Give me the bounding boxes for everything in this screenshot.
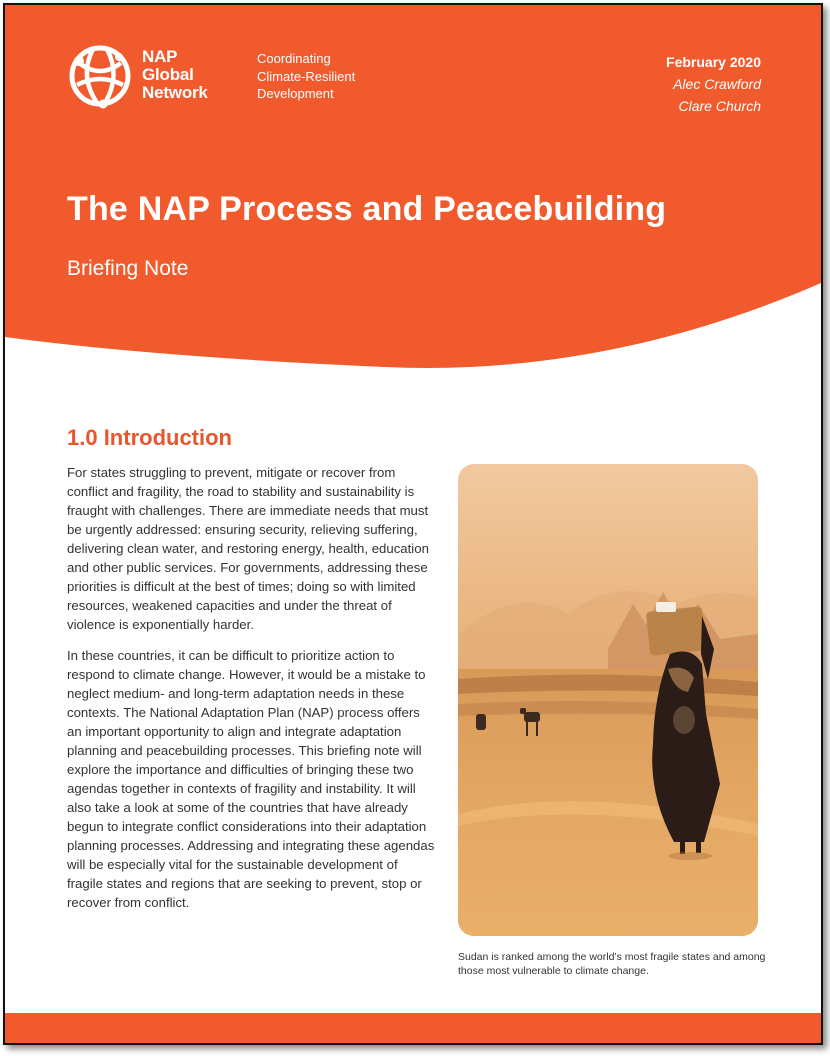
- author-name: Alec Crawford: [673, 76, 761, 92]
- photo-caption: Sudan is ranked among the world’s most fragile states and among those most vulnerable to climate change.: [458, 951, 766, 977]
- desert-photo: [458, 464, 758, 936]
- publication-date: February 2020: [666, 54, 761, 70]
- tagline-line: Development: [257, 86, 334, 101]
- document-page: [3, 3, 823, 1045]
- tagline-line: Coordinating: [257, 51, 331, 66]
- brand-line: Network: [142, 83, 208, 102]
- tagline-line: Climate-Resilient: [257, 68, 356, 84]
- tagline: [257, 50, 355, 103]
- paragraph: For states struggling to prevent, mitigate or recover from conflict and fragility, the road to stability and sustainability is fraught with challenges. There are immediate needs that must be urgently addressed: ensuring security, relieving suffering, delivering clean water, and restoring energy, health, education and other public services. For governments, addressing these priorities is difficult at the best of times; doing so with limited resources, weakened capacities and under the threat of violence is exponentially harder.: [67, 465, 429, 632]
- section-heading: 1.0 Introduction: [67, 425, 232, 450]
- brand-line: Global: [142, 65, 194, 84]
- globe-logo-icon: [67, 43, 133, 109]
- document-subtitle: Briefing Note: [67, 257, 189, 280]
- document-title: The NAP Process and Peacebuilding: [67, 190, 667, 228]
- author-name: Clare Church: [678, 98, 761, 114]
- body-text: [67, 463, 435, 924]
- publication-meta: [666, 51, 761, 117]
- paragraph: In these countries, it can be difficult to prioritize action to respond to climate change. However, it would be a mistake to neglect medium- and long-term adaptation needs in these contexts. The National Adaptation Plan (NAP) process offers an important opportunity to align and integrate adaptation planning and peacebuilding processes. This briefing note will explore the importance and difficulties of bringing these two agendas together in contexts of fragility and instability. It will also take a look at some of the countries that have already begun to integrate conflict considerations into their adaptation planning processes. Addressing and integrating these agendas will be especially vital for the sustainable development of fragile states and regions that are seeking to prevent, stop or recover from conflict.: [67, 648, 435, 910]
- brand-line: NAP: [142, 47, 178, 66]
- brand-name: [142, 48, 208, 102]
- footer-bar: [5, 1013, 821, 1043]
